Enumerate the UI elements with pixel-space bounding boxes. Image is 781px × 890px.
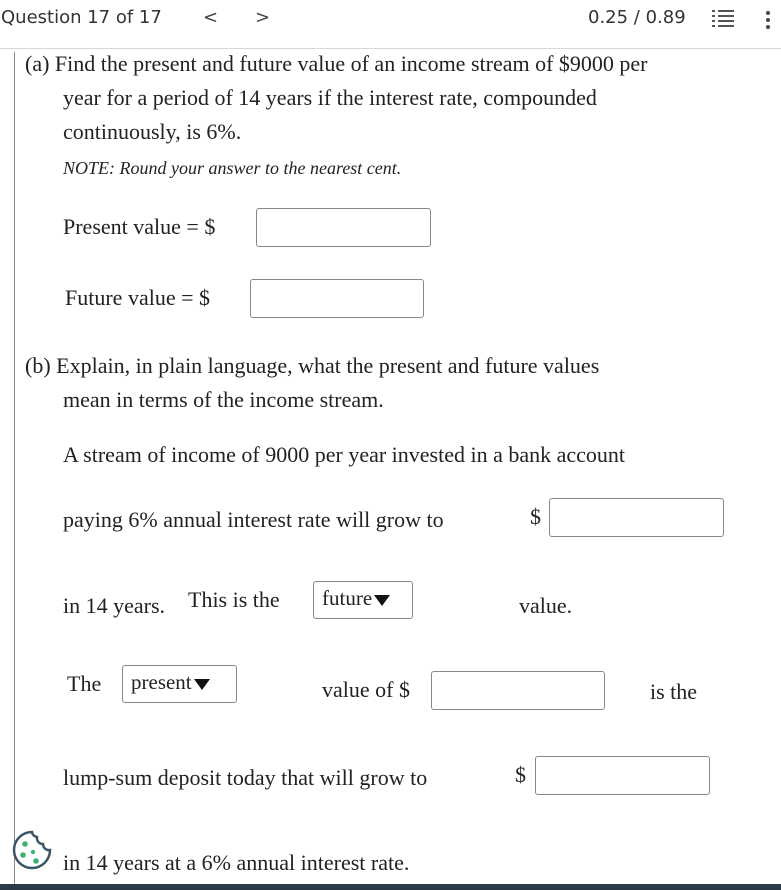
grow-to-input[interactable] — [549, 498, 724, 537]
select-1-value: future — [322, 586, 373, 610]
explanation-sentence2: paying 6% annual interest rate will grow to — [63, 507, 444, 532]
question-counter: Question 17 of 17 — [1, 7, 162, 28]
rounding-note: NOTE: Round your answer to the nearest cent. — [63, 158, 402, 178]
kebab-menu-icon[interactable] — [765, 10, 771, 30]
dropdown-arrow-icon — [194, 679, 210, 690]
future-value-label: Future value = $ — [65, 285, 210, 310]
value-word-text: value. — [519, 593, 573, 618]
select-2-value: present — [131, 670, 192, 694]
in-14-years-text: in 14 years. — [63, 593, 166, 618]
lump-dollar-sign: $ — [515, 762, 526, 787]
value-of-text: value of $ — [322, 677, 410, 702]
lump-sum-input[interactable] — [535, 756, 710, 795]
the-word-text: The — [67, 671, 102, 696]
part-a-text-line2: year for a period of 14 years if the interest rate, compounded — [63, 85, 597, 110]
this-is-the-text: This is the — [188, 587, 280, 612]
is-the-text: is the — [650, 679, 698, 704]
part-a-text-line1: (a) Find the present and future value of an income stream of $9000 per — [25, 51, 648, 76]
cookie-settings-icon[interactable] — [10, 828, 54, 872]
score-display: 0.25 / 0.89 — [588, 7, 686, 28]
part-a-text-line3: continuously, is 6%. — [63, 119, 242, 144]
value-type-select-1[interactable] — [313, 581, 413, 619]
question-list-icon[interactable] — [711, 8, 735, 30]
final-line-text: in 14 years at a 6% annual interest rate. — [63, 850, 410, 875]
value-of-input[interactable] — [431, 671, 605, 710]
top-bar — [0, 0, 781, 49]
bottom-strip — [0, 884, 781, 890]
part-b-text-line2: mean in terms of the income stream. — [63, 387, 384, 412]
previous-question-icon[interactable]: < — [203, 7, 219, 28]
dropdown-arrow-icon — [374, 595, 390, 606]
part-b-text-line1: (b) Explain, in plain language, what the present and future values — [25, 353, 600, 378]
lump-sum-text: lump-sum deposit today that will grow to — [63, 765, 428, 790]
next-question-icon[interactable]: > — [255, 7, 271, 28]
explanation-sentence1: A stream of income of 9000 per year invested in a bank account — [63, 442, 626, 467]
content-left-border — [14, 52, 15, 884]
present-value-input[interactable] — [256, 208, 431, 247]
future-value-input[interactable] — [250, 279, 424, 318]
value-type-select-2[interactable] — [122, 665, 237, 703]
present-value-label: Present value = $ — [63, 214, 216, 239]
grow-dollar-sign: $ — [530, 504, 541, 529]
